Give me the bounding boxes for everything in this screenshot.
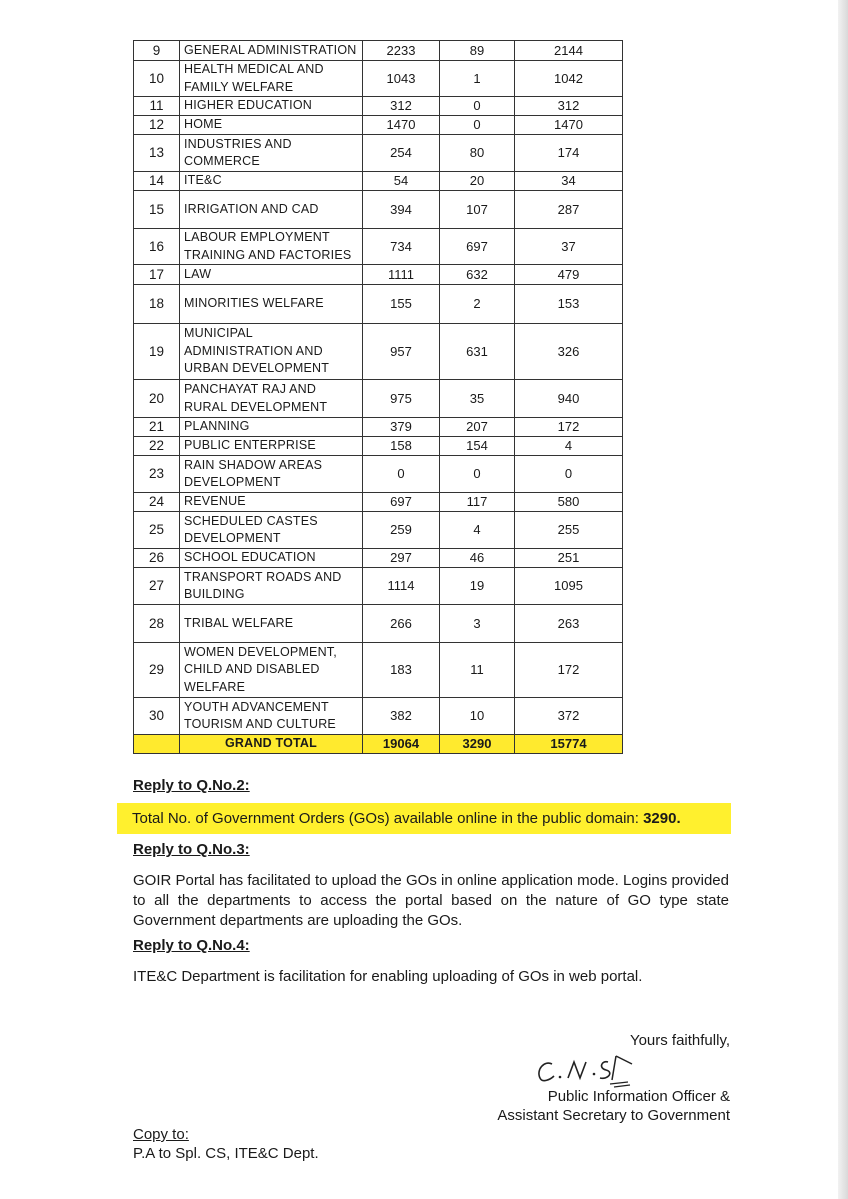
online-gos-cell: 3 <box>440 605 515 643</box>
serial-no-cell: 24 <box>134 493 180 512</box>
serial-no-cell: 26 <box>134 549 180 568</box>
total-gos-cell: 975 <box>363 380 440 418</box>
serial-no-cell: 14 <box>134 172 180 191</box>
remaining-gos-cell: 580 <box>515 493 623 512</box>
table-row <box>134 285 623 324</box>
designation-line-1: Public Information Officer & <box>547 1088 730 1105</box>
remaining-gos-cell: 251 <box>515 549 623 568</box>
reply-q4-heading: Reply to Q.No.4: <box>133 937 250 954</box>
online-gos-cell: 0 <box>440 456 515 493</box>
grand-total-row <box>134 735 623 754</box>
online-gos-cell: 46 <box>440 549 515 568</box>
total-gos-cell: 1470 <box>363 116 440 135</box>
department-cell: HOME <box>180 116 363 135</box>
remaining-gos-cell: 37 <box>515 229 623 265</box>
remaining-gos-cell: 326 <box>515 324 623 380</box>
designation-line-2: Assistant Secretary to Government <box>497 1107 730 1124</box>
online-gos-cell: 10 <box>440 698 515 735</box>
remaining-gos-cell: 1470 <box>515 116 623 135</box>
total-gos-cell: 0 <box>363 456 440 493</box>
department-cell: REVENUE <box>180 493 363 512</box>
serial-no-cell: 18 <box>134 285 180 324</box>
total-gos-cell: 54 <box>363 172 440 191</box>
online-gos-cell: 2 <box>440 285 515 324</box>
remaining-gos-cell: 263 <box>515 605 623 643</box>
reply-q3-heading: Reply to Q.No.3: <box>133 841 250 858</box>
serial-no-cell: 20 <box>134 380 180 418</box>
table-row <box>134 512 623 549</box>
department-cell: HIGHER EDUCATION <box>180 97 363 116</box>
total-gos-cell: 312 <box>363 97 440 116</box>
copy-to-label: Copy to: <box>133 1126 189 1143</box>
online-gos-cell: 107 <box>440 191 515 229</box>
total-gos-cell: 379 <box>363 418 440 437</box>
total-gos-cell: 957 <box>363 324 440 380</box>
department-cell: LABOUR EMPLOYMENT TRAINING AND FACTORIES <box>180 229 363 265</box>
remaining-gos-cell: 1095 <box>515 568 623 605</box>
total-gos-cell: 254 <box>363 135 440 172</box>
grand-total-label: GRAND TOTAL <box>180 735 363 754</box>
remaining-gos-cell: 172 <box>515 418 623 437</box>
reply-q3-text: GOIR Portal has facilitated to upload the GOs in online application mode. Logins provided to all the departments to access the portal based on the nature of GO type state Government departments are uploading the GOs. <box>133 872 729 929</box>
department-cell: SCHOOL EDUCATION <box>180 549 363 568</box>
department-cell: TRANSPORT ROADS AND BUILDING <box>180 568 363 605</box>
department-cell: TRIBAL WELFARE <box>180 605 363 643</box>
department-cell: PUBLIC ENTERPRISE <box>180 437 363 456</box>
page-edge-shadow <box>838 0 848 1199</box>
remaining-gos-cell: 940 <box>515 380 623 418</box>
total-gos-cell: 1114 <box>363 568 440 605</box>
total-gos-cell: 155 <box>363 285 440 324</box>
remaining-gos-cell: 172 <box>515 643 623 698</box>
remaining-gos-cell: 34 <box>515 172 623 191</box>
table-row <box>134 97 623 116</box>
total-gos-cell: 1043 <box>363 61 440 97</box>
total-gos-cell: 734 <box>363 229 440 265</box>
serial-no-cell: 10 <box>134 61 180 97</box>
serial-no-cell: 28 <box>134 605 180 643</box>
reply-q2-text: Total No. of Government Orders (GOs) available online in the public domain: <box>132 810 644 827</box>
remaining-gos-cell: 153 <box>515 285 623 324</box>
total-gos-cell: 394 <box>363 191 440 229</box>
online-gos-cell: 19 <box>440 568 515 605</box>
table-row <box>134 568 623 605</box>
table-row <box>134 265 623 285</box>
copy-to-recipient: P.A to Spl. CS, ITE&C Dept. <box>133 1145 319 1162</box>
serial-no-cell: 15 <box>134 191 180 229</box>
remaining-gos-cell: 372 <box>515 698 623 735</box>
online-gos-cell: 80 <box>440 135 515 172</box>
online-gos-cell: 20 <box>440 172 515 191</box>
total-gos-cell: 183 <box>363 643 440 698</box>
online-gos-cell: 1 <box>440 61 515 97</box>
table-row <box>134 437 623 456</box>
department-cell: WOMEN DEVELOPMENT, CHILD AND DISABLED WELFARE <box>180 643 363 698</box>
serial-no-cell: 23 <box>134 456 180 493</box>
online-gos-cell: 4 <box>440 512 515 549</box>
remaining-gos-cell: 174 <box>515 135 623 172</box>
reply-q2-heading: Reply to Q.No.2: <box>133 777 250 794</box>
remaining-gos-cell: 0 <box>515 456 623 493</box>
online-gos-cell: 35 <box>440 380 515 418</box>
department-cell: RAIN SHADOW AREAS DEVELOPMENT <box>180 456 363 493</box>
reply-q2-value: 3290. <box>643 810 681 827</box>
total-gos-cell: 1111 <box>363 265 440 285</box>
serial-no-cell: 21 <box>134 418 180 437</box>
department-cell: INDUSTRIES AND COMMERCE <box>180 135 363 172</box>
table-row <box>134 456 623 493</box>
total-gos-cell: 2233 <box>363 41 440 61</box>
table-row <box>134 41 623 61</box>
grand-total-gos: 19064 <box>363 735 440 754</box>
serial-no-cell: 29 <box>134 643 180 698</box>
remaining-gos-cell: 4 <box>515 437 623 456</box>
total-gos-cell: 266 <box>363 605 440 643</box>
department-cell: SCHEDULED CASTES DEVELOPMENT <box>180 512 363 549</box>
table-body <box>134 41 623 754</box>
department-cell: ITE&C <box>180 172 363 191</box>
online-gos-cell: 632 <box>440 265 515 285</box>
table-row <box>134 380 623 418</box>
department-cell: LAW <box>180 265 363 285</box>
reply-q4-text: ITE&C Department is facilitation for enabling uploading of GOs in web portal. <box>133 968 643 985</box>
table-row <box>134 549 623 568</box>
table-row <box>134 324 623 380</box>
table-row <box>134 116 623 135</box>
online-gos-cell: 0 <box>440 116 515 135</box>
online-gos-cell: 207 <box>440 418 515 437</box>
serial-no-cell: 12 <box>134 116 180 135</box>
total-gos-cell: 297 <box>363 549 440 568</box>
table-row <box>134 191 623 229</box>
table-row <box>134 698 623 735</box>
total-gos-cell: 382 <box>363 698 440 735</box>
table-row <box>134 135 623 172</box>
table-row <box>134 418 623 437</box>
online-gos-cell: 631 <box>440 324 515 380</box>
reply-q2-highlight <box>117 803 731 834</box>
grand-total-online: 3290 <box>440 735 515 754</box>
serial-no-cell: 16 <box>134 229 180 265</box>
serial-no-cell: 17 <box>134 265 180 285</box>
table-row <box>134 61 623 97</box>
online-gos-cell: 89 <box>440 41 515 61</box>
department-cell: GENERAL ADMINISTRATION <box>180 41 363 61</box>
remaining-gos-cell: 287 <box>515 191 623 229</box>
serial-no-cell: 9 <box>134 41 180 61</box>
total-gos-cell: 259 <box>363 512 440 549</box>
serial-no-cell: 30 <box>134 698 180 735</box>
serial-no-cell: 13 <box>134 135 180 172</box>
signature-image <box>532 1050 652 1088</box>
online-gos-cell: 154 <box>440 437 515 456</box>
table-row <box>134 229 623 265</box>
remaining-gos-cell: 1042 <box>515 61 623 97</box>
department-cell: IRRIGATION AND CAD <box>180 191 363 229</box>
grand-total-remaining: 15774 <box>515 735 623 754</box>
online-gos-cell: 11 <box>440 643 515 698</box>
serial-no-cell: 19 <box>134 324 180 380</box>
department-cell: HEALTH MEDICAL AND FAMILY WELFARE <box>180 61 363 97</box>
remaining-gos-cell: 312 <box>515 97 623 116</box>
total-gos-cell: 697 <box>363 493 440 512</box>
table-row <box>134 643 623 698</box>
online-gos-cell: 117 <box>440 493 515 512</box>
department-cell: MINORITIES WELFARE <box>180 285 363 324</box>
serial-no-cell: 25 <box>134 512 180 549</box>
table-row <box>134 605 623 643</box>
department-cell: YOUTH ADVANCEMENT TOURISM AND CULTURE <box>180 698 363 735</box>
serial-no-cell: 27 <box>134 568 180 605</box>
serial-no-cell: 22 <box>134 437 180 456</box>
grand-total-blank-cell <box>134 735 180 754</box>
serial-no-cell: 11 <box>134 97 180 116</box>
department-cell: MUNICIPAL ADMINISTRATION AND URBAN DEVELOPMENT <box>180 324 363 380</box>
remaining-gos-cell: 255 <box>515 512 623 549</box>
remaining-gos-cell: 2144 <box>515 41 623 61</box>
online-gos-cell: 697 <box>440 229 515 265</box>
total-gos-cell: 158 <box>363 437 440 456</box>
table-row <box>134 172 623 191</box>
remaining-gos-cell: 479 <box>515 265 623 285</box>
departments-go-table <box>133 40 623 754</box>
table-row <box>134 493 623 512</box>
department-cell: PLANNING <box>180 418 363 437</box>
department-cell: PANCHAYAT RAJ AND RURAL DEVELOPMENT <box>180 380 363 418</box>
closing-salutation: Yours faithfully, <box>629 1032 730 1049</box>
online-gos-cell: 0 <box>440 97 515 116</box>
